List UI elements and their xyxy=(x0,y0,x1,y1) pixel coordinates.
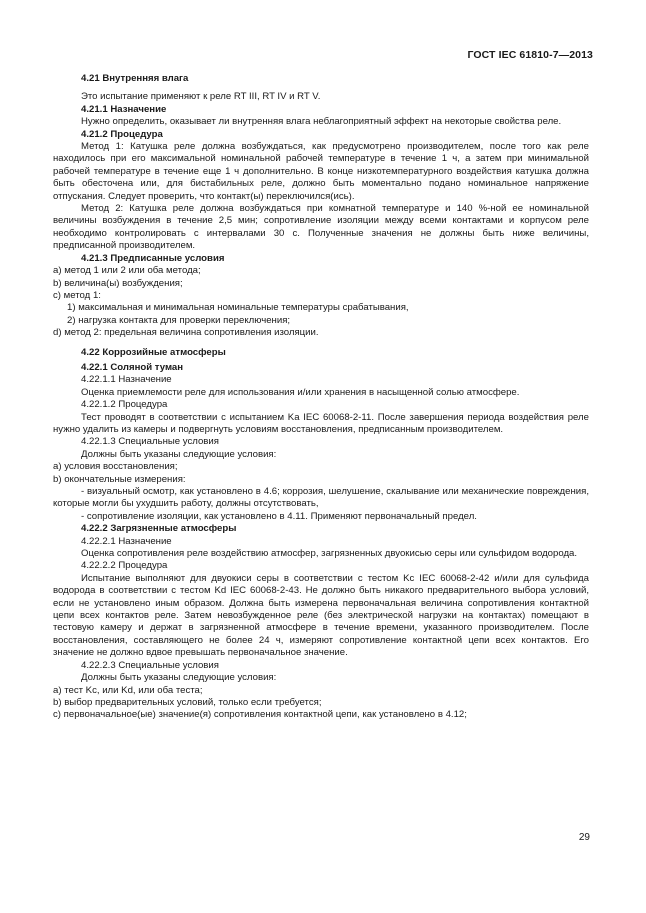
paragraph-applicability: Это испытание применяют к реле RT III, RT IV и RT V. xyxy=(81,91,321,103)
list-item: c) первоначальное(ые) значение(я) сопротивления контактной цепи, как установлено в 4.12; xyxy=(53,709,467,721)
paragraph-method-1: Метод 1: Катушка реле должна возбуждаться, как предусмотрено производителем, после того как реле находилось при его максимальной номинальной рабочей температуре в течение 1 ч, а затем при минимальной рабочей температуре в течение еще 1 ч дополнительно. В конце низкотемпературного воздействия катушка должна быть обесточена или, для бистабильных реле, должно быть моментально подано номинальное напряжение отпускания. Следует проверить, что контакт(ы) переключился(ись). xyxy=(53,141,589,202)
list-item: d) метод 2: предельная величина сопротивления изоляции. xyxy=(53,327,319,339)
list-item: b) окончательные измерения: xyxy=(53,473,186,485)
heading-4-21-1: 4.21.1 Назначение xyxy=(81,103,167,115)
standard-header: ГОСТ IEC 61810-7—2013 xyxy=(467,49,593,61)
paragraph-salt-procedure: Тест проводят в соответствии с испытанием Ka IEC 60068-2-11. После завершения периода воздействия реле нужно удалить из камеры и подвергнуть условиям восстановления, предписанным производителем. xyxy=(53,411,589,435)
list-item: - сопротивление изоляции, как установлено в 4.11. Применяют первоначальный предел. xyxy=(81,510,477,522)
heading-4-22-2-3: 4.22.2.3 Специальные условия xyxy=(81,659,219,671)
heading-4-21-3: 4.21.3 Предписанные условия xyxy=(81,252,225,264)
list-item: a) условия восстановления; xyxy=(53,461,178,473)
list-item: c) метод 1: xyxy=(53,289,101,301)
heading-4-22-1: 4.22.1 Соляной туман xyxy=(81,361,184,373)
heading-4-22-1-3: 4.22.1.3 Специальные условия xyxy=(81,436,219,448)
heading-4-22-2: 4.22.2 Загрязненные атмосферы xyxy=(81,523,237,535)
sub-list-item: 2) нагрузка контакта для проверки переключения; xyxy=(67,314,291,326)
heading-4-22: 4.22 Коррозийные атмосферы xyxy=(81,346,226,358)
paragraph-polluted-purpose: Оценка сопротивления реле воздействию атмосфер, загрязненных двуокисью серы или сульфидом водорода. xyxy=(81,548,578,560)
paragraph-polluted-procedure: Испытание выполняют для двуокиси серы в соответствии с тестом Kc IEC 60068-2-42 и/или для сульфида водорода в соответствии с тестом Kd IEC 60068-2-43. Не должно быть никакого предварительного выбора условий, если не установлено иным образом. Должна быть измерена первоначальная величина сопротивления контактной цепи всех контактов реле. Затем невозбужденное реле (без электрической нагрузки на контактах) помещают в тестовую камеру и держат в загрязненной атмосфере в течение времени, указанного производителем. После восстановления, составляющего не более 24 ч, измеряют сопротивление контактной цепи всех контактов. Его значение не должно вдвое превышать первоначальное значение. xyxy=(53,572,589,659)
list-item: b) величина(ы) возбуждения; xyxy=(53,277,183,289)
sub-list-item: 1) максимальная и минимальная номинальные температуры срабатывания, xyxy=(67,302,409,314)
heading-4-22-2-1: 4.22.2.1 Назначение xyxy=(81,535,172,547)
paragraph-salt-purpose: Оценка приемлемости реле для использования и/или хранения в насыщенной солью атмосфере. xyxy=(81,386,520,398)
heading-4-21-2: 4.21.2 Процедура xyxy=(81,128,163,140)
paragraph-conditions-lead: Должны быть указаны следующие условия: xyxy=(81,672,277,684)
list-item: a) метод 1 или 2 или оба метода; xyxy=(53,265,201,277)
heading-4-22-1-2: 4.22.1.2 Процедура xyxy=(81,399,168,411)
paragraph-method-2: Метод 2: Катушка реле должна возбуждаться при комнатной температуре и 140 %-ной ее номинальной величины возбуждения в течение 2,5 мин; сопротивление изоляции между всеми контактами и корпусом реле необходимо контролировать с интервалами 30 с. Полученные значения не должны быть ниже величины, предписанной производителем. xyxy=(53,203,589,252)
list-item: - визуальный осмотр, как установлено в 4.6; коррозия, шелушение, скалывание или механические повреждения, которые могли бы ухудшить работу, должны отсутствовать, xyxy=(53,486,589,510)
page-number: 29 xyxy=(578,832,590,843)
heading-4-22-2-2: 4.22.2.2 Процедура xyxy=(81,560,168,572)
heading-4-22-1-1: 4.22.1.1 Назначение xyxy=(81,374,172,386)
list-item: a) тест Kc, или Kd, или оба теста; xyxy=(53,684,203,696)
page-content xyxy=(53,73,589,722)
paragraph-conditions-lead: Должны быть указаны следующие условия: xyxy=(81,448,277,460)
paragraph-purpose: Нужно определить, оказывает ли внутренняя влага неблагоприятный эффект на некоторые свойства реле. xyxy=(81,116,562,128)
heading-4-21: 4.21 Внутренняя влага xyxy=(81,73,189,84)
list-item: b) выбор предварительных условий, только если требуется; xyxy=(53,696,322,708)
